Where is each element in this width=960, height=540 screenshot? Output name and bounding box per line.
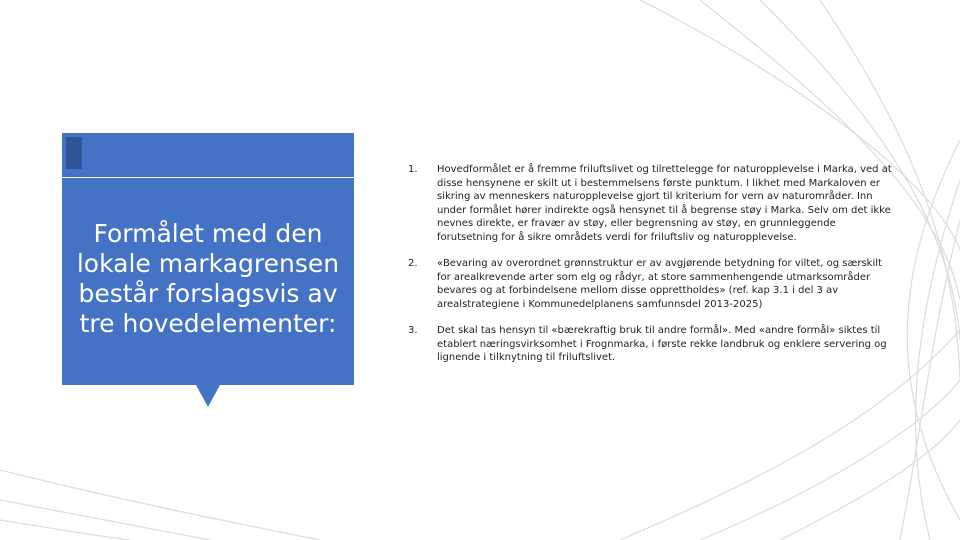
list-item: [408, 324, 898, 365]
list-item-text: «Bevaring av overordnet grønnstruktur er av avgjørende betydning for viltet, og særskilt for arealkrevende arter som elg og rådyr, at store sammenhengende utmarksområder bevares og at forbindelsene mellom disse opprettholdes» (ref. kap 3.1 i del 3 av arealstrategiene i Kommunedelplanens samfunnsdel 2013-2025): [437, 258, 882, 310]
list-item-text: Hovedformålet er å fremme friluftslivet og tilrettelegge for naturopplevelse i Marka, ved at disse hensynene er skilt ut i bestemmelsens første punktum. I likhet med Markaloven er sikring av menneskers naturopplevelse gjort til kriterium for vern av naturområder. Inn under formålet hører indirekte også hensynet til å begrense støy i Marka. Selv om det ikke nevnes direkte, er fravær av støy, eller begrensning av støy, en grunnleggende forutsetning for å sikre områdets verdi for friluftsliv og naturopplevelse.: [437, 164, 892, 243]
list-item-number: 2.: [408, 258, 418, 269]
list-item: [408, 257, 898, 311]
callout-header-band: [62, 133, 354, 178]
slide-title: Formålet med den lokale markagrensen består forslagsvis av tre hovedelementer:: [76, 219, 340, 338]
callout-pointer: [196, 385, 220, 407]
list-item: [408, 163, 898, 244]
list-item-number: 3.: [408, 325, 418, 336]
list-item-number: 1.: [408, 164, 418, 175]
callout-accent-block: [66, 137, 82, 169]
list-item-text: Det skal tas hensyn til «bærekraftig bruk til andre formål». Med «andre formål» siktes til etablert næringsvirksomhet i Frognmarka, i første rekke landbruk og enklere servering og lignende i tilknytning til friluftslivet.: [437, 325, 887, 363]
element-list: [408, 163, 898, 378]
